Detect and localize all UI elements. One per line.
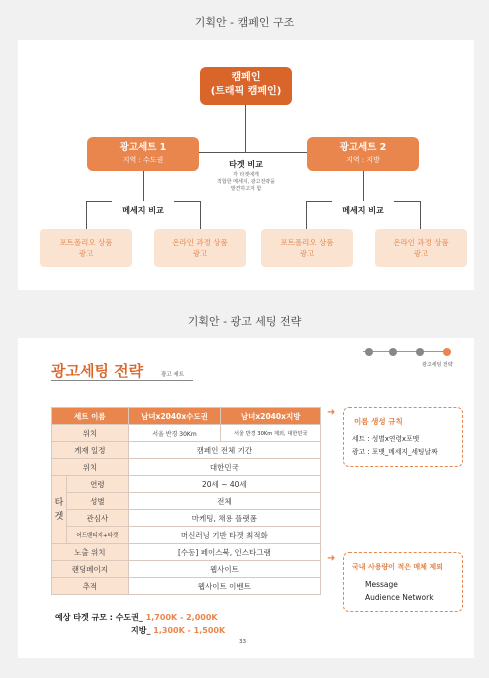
naming-rule-box <box>343 407 463 467</box>
table-cell: [수동] 페이스북, 인스타그램 <box>128 544 320 561</box>
campaign-type: (트래픽 캠페인) <box>210 86 282 97</box>
connector <box>174 201 201 202</box>
table-cell: 캠페인 전체 기간 <box>128 442 320 459</box>
target-scale-value: 1,300K - 1,500K <box>153 626 226 635</box>
campaign-box <box>200 67 292 105</box>
target-compare-desc-line: 발견하고자 함 <box>230 186 262 192</box>
progress-dot <box>389 348 397 356</box>
table-cell: 서울 반경 30Km <box>128 425 221 442</box>
leaf-label: 광고 <box>78 249 94 258</box>
progress-dot <box>416 348 424 356</box>
row-label: 성별 <box>66 493 128 510</box>
ad-set-1-title: 광고세트 1 <box>119 142 167 153</box>
connector <box>86 201 87 229</box>
table-row <box>52 510 321 527</box>
table-row <box>52 544 321 561</box>
media-exclusion-box <box>343 552 463 612</box>
target-group-label <box>52 476 67 544</box>
ad-set-2-region: 지역 : 지방 <box>346 156 380 164</box>
table-header: 남녀x2040x지방 <box>221 408 321 425</box>
table-cell: 머신러닝 기반 타겟 최적화 <box>128 527 320 544</box>
leaf-online-course-ad <box>375 229 467 267</box>
target-scale-value: 1,700K - 2,000K <box>145 613 218 622</box>
table-cell: 대한민국 <box>128 459 320 476</box>
arrow-right-icon: ➜ <box>327 407 336 418</box>
row-label: 위치 <box>52 459 129 476</box>
target-scale-line2 <box>131 625 225 636</box>
table-cell: 웹사이트 이벤트 <box>128 578 320 595</box>
target-scale-line1 <box>55 612 218 623</box>
target-compare-desc-line: 각 타겟에게 <box>233 172 259 178</box>
message-compare-left: 메세지 비교 <box>122 206 164 215</box>
table-header: 세트 이름 <box>52 408 129 425</box>
naming-rule-title: 이름 생성 규칙 <box>354 417 403 426</box>
table-row <box>52 493 321 510</box>
leaf-label: 온라인 과정 상품 <box>172 238 228 247</box>
connector <box>394 201 421 202</box>
row-label: 추적 <box>52 578 129 595</box>
table-cell: 웹사이트 <box>128 561 320 578</box>
slide1-panel <box>18 40 474 290</box>
ad-set-2-title: 광고세트 2 <box>339 142 387 153</box>
leaf-portfolio-ad <box>40 229 132 267</box>
leaf-label: 포트폴리오 상품 <box>59 238 113 247</box>
message-compare-right: 메세지 비교 <box>342 206 384 215</box>
page-title: 광고세팅 전략 <box>51 362 144 380</box>
connector <box>306 201 332 202</box>
table-cell: 전체 <box>128 493 320 510</box>
table-cell: 마케팅, 채용 플랫폼 <box>128 510 320 527</box>
slide2-caption: 기획안 - 광고 세팅 전략 <box>187 315 302 328</box>
table-row <box>52 459 321 476</box>
media-exclusion-item: Audience Network <box>365 593 434 602</box>
table-row <box>52 561 321 578</box>
table-header: 남녀x2040x수도권 <box>128 408 221 425</box>
table-row <box>52 527 321 544</box>
progress-dot-active <box>443 348 451 356</box>
connector <box>420 201 421 229</box>
leaf-label: 광고 <box>192 249 208 258</box>
row-label: 연령 <box>66 476 128 493</box>
ad-set-1-box <box>87 137 199 171</box>
ad-set-2-box <box>307 137 419 171</box>
arrow-right-icon: ➜ <box>327 553 336 564</box>
leaf-label: 포트폴리오 상품 <box>280 238 334 247</box>
slide2-panel <box>18 338 474 658</box>
naming-rule-line: 세트 : 성별x연령x포맷 <box>352 435 420 443</box>
naming-rule-line: 광고 : 포맷_메세지_세팅날짜 <box>352 448 438 456</box>
target-group-text: 타겟 <box>54 497 64 522</box>
connector <box>143 171 144 201</box>
table-row <box>52 408 321 425</box>
table-row <box>52 425 321 442</box>
table-row <box>52 578 321 595</box>
row-label: 관심사 <box>66 510 128 527</box>
target-scale-label: 지방_ <box>131 626 151 635</box>
progress-track <box>363 351 451 352</box>
page-subtitle: 광고 세트 <box>161 372 185 378</box>
target-compare-title: 타겟 비교 <box>229 160 263 169</box>
row-label: 랜딩페이지 <box>52 561 129 578</box>
connector <box>200 201 201 229</box>
page-number: 33 <box>239 639 246 645</box>
ad-settings-table <box>51 407 321 595</box>
table-cell: 서울 반경 30Km 제외, 대한민국 <box>221 425 321 442</box>
leaf-online-course-ad <box>154 229 246 267</box>
media-exclusion-item: Message <box>365 580 398 589</box>
connector <box>306 201 307 229</box>
connector <box>363 171 364 201</box>
row-label: 노출 위치 <box>52 544 129 561</box>
table-row <box>52 476 321 493</box>
title-underline <box>51 380 193 381</box>
campaign-title: 캠페인 <box>231 72 261 83</box>
media-exclusion-title: 국내 사용량이 적은 매체 제외 <box>352 563 443 571</box>
table-row <box>52 442 321 459</box>
target-scale-label: 예상 타겟 규모 : 수도권_ <box>55 613 143 622</box>
target-compare-desc <box>198 172 294 193</box>
leaf-label: 광고 <box>413 249 429 258</box>
target-compare-desc-line: 적합한 메세지, 광고전략을 <box>217 179 275 185</box>
ad-set-1-region: 지역 : 수도권 <box>122 156 164 164</box>
connector <box>245 105 246 152</box>
progress-label: 광고세팅 전략 <box>422 362 453 368</box>
leaf-portfolio-ad <box>261 229 353 267</box>
table-cell: 20세 ~ 40세 <box>128 476 320 493</box>
row-label: 위치 <box>52 425 129 442</box>
row-label: 어드밴티지+타겟 <box>66 527 128 544</box>
slide1-caption: 기획안 - 캠페인 구조 <box>194 16 295 29</box>
leaf-label: 온라인 과정 상품 <box>393 238 449 247</box>
leaf-label: 광고 <box>299 249 315 258</box>
row-label: 게재 일정 <box>52 442 129 459</box>
progress-dot <box>365 348 373 356</box>
connector <box>86 201 112 202</box>
